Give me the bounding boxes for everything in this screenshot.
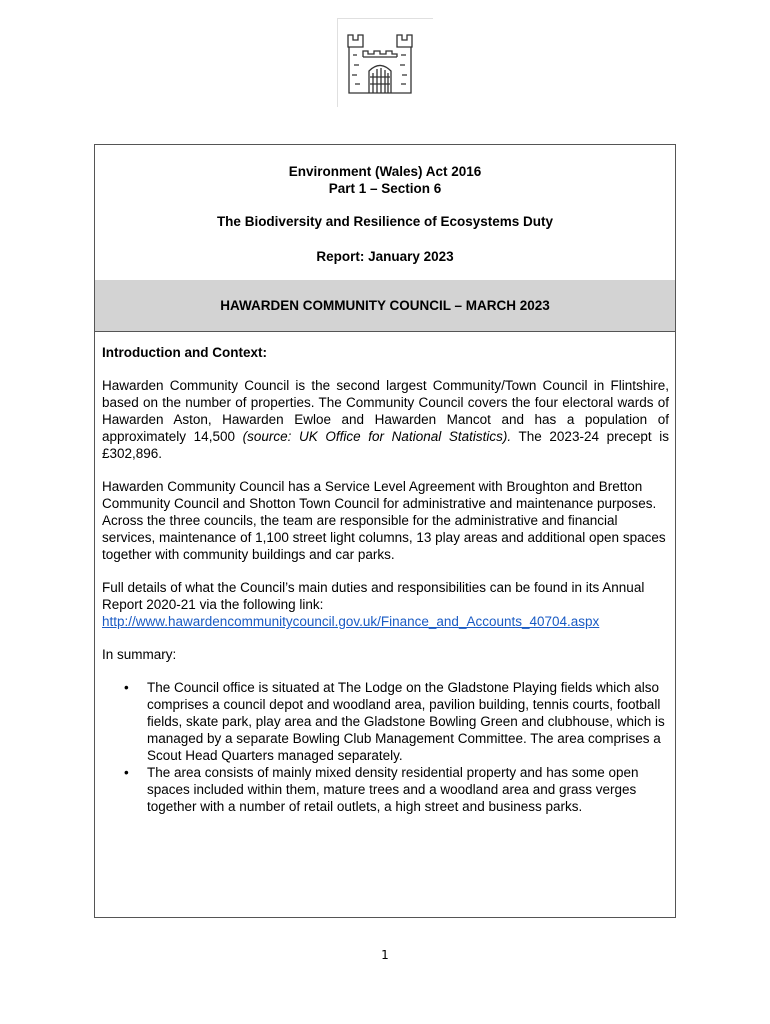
report-header xyxy=(95,145,675,281)
intro-paragraph-1 xyxy=(102,377,669,462)
act-title: Environment (Wales) Act 2016 xyxy=(288,164,482,179)
council-banner: HAWARDEN COMMUNITY COUNCIL – MARCH 2023 xyxy=(95,280,675,332)
introduction-heading: Introduction and Context: xyxy=(102,345,267,360)
council-logo xyxy=(337,18,433,107)
intro-text: Hawarden Community Council is the second largest Community/Town Council in Flintshire, based on the number of properties. The Community Council covers the four electoral wards of Hawarden Aston, Hawarden Ewloe and Hawarden Mancot and has a population of approximately 14,500 xyxy=(102,378,669,444)
castle-gatehouse-icon xyxy=(344,27,416,99)
report-frame xyxy=(94,144,676,918)
summary-label: In summary: xyxy=(102,647,177,662)
bullet-icon: • xyxy=(124,680,129,695)
summary-list xyxy=(102,679,669,815)
source-note: (source: UK Office for National Statistics). xyxy=(242,429,512,444)
annual-report-link[interactable]: http://www.hawardencommunitycouncil.gov.uk/Finance_and_Accounts_40704.aspx xyxy=(102,614,600,629)
list-item-text: The Council office is situated at The Lodge on the Gladstone Playing fields which also comprises a council depot and woodland area, pavilion building, tennis courts, football fields, skate park, play area and the Gladstone Bowling Green and clubhouse, which is managed by a separate Bowling Club Management Committee. The area comprises a Scout Head Quarters managed separately. xyxy=(147,680,665,763)
report-date: Report: January 2023 xyxy=(316,249,454,264)
intro-paragraph-3 xyxy=(102,579,669,630)
duty-title: The Biodiversity and Resilience of Ecosystems Duty xyxy=(216,214,554,229)
intro-paragraph-2: Hawarden Community Council has a Service Level Agreement with Broughton and Bretton Community Council and Shotton Town Council for administrative and maintenance purposes. Across the three councils, the team are responsible for the administrative and financial services, maintenance of 1,100 street light columns, 13 play areas and additional open spaces together with community buildings and car parks. xyxy=(102,479,666,562)
annual-report-text: Full details of what the Council’s main duties and responsibilities can be found in its Annual Report 2020-21 via the following link: xyxy=(102,580,645,612)
introduction-section xyxy=(102,344,669,815)
bullet-icon: • xyxy=(124,765,129,780)
precept-text: The 2023-24 precept is £302,896. xyxy=(102,429,670,461)
list-item xyxy=(102,679,669,764)
part-section: Part 1 – Section 6 xyxy=(328,181,442,196)
page-number: 1 xyxy=(381,948,389,962)
list-item-text: The area consists of mainly mixed density residential property and has some open spaces included within them, mature trees and a woodland area and grass verges together with a number of retail outlets, a high street and business parks. xyxy=(147,765,639,814)
list-item xyxy=(102,764,669,815)
